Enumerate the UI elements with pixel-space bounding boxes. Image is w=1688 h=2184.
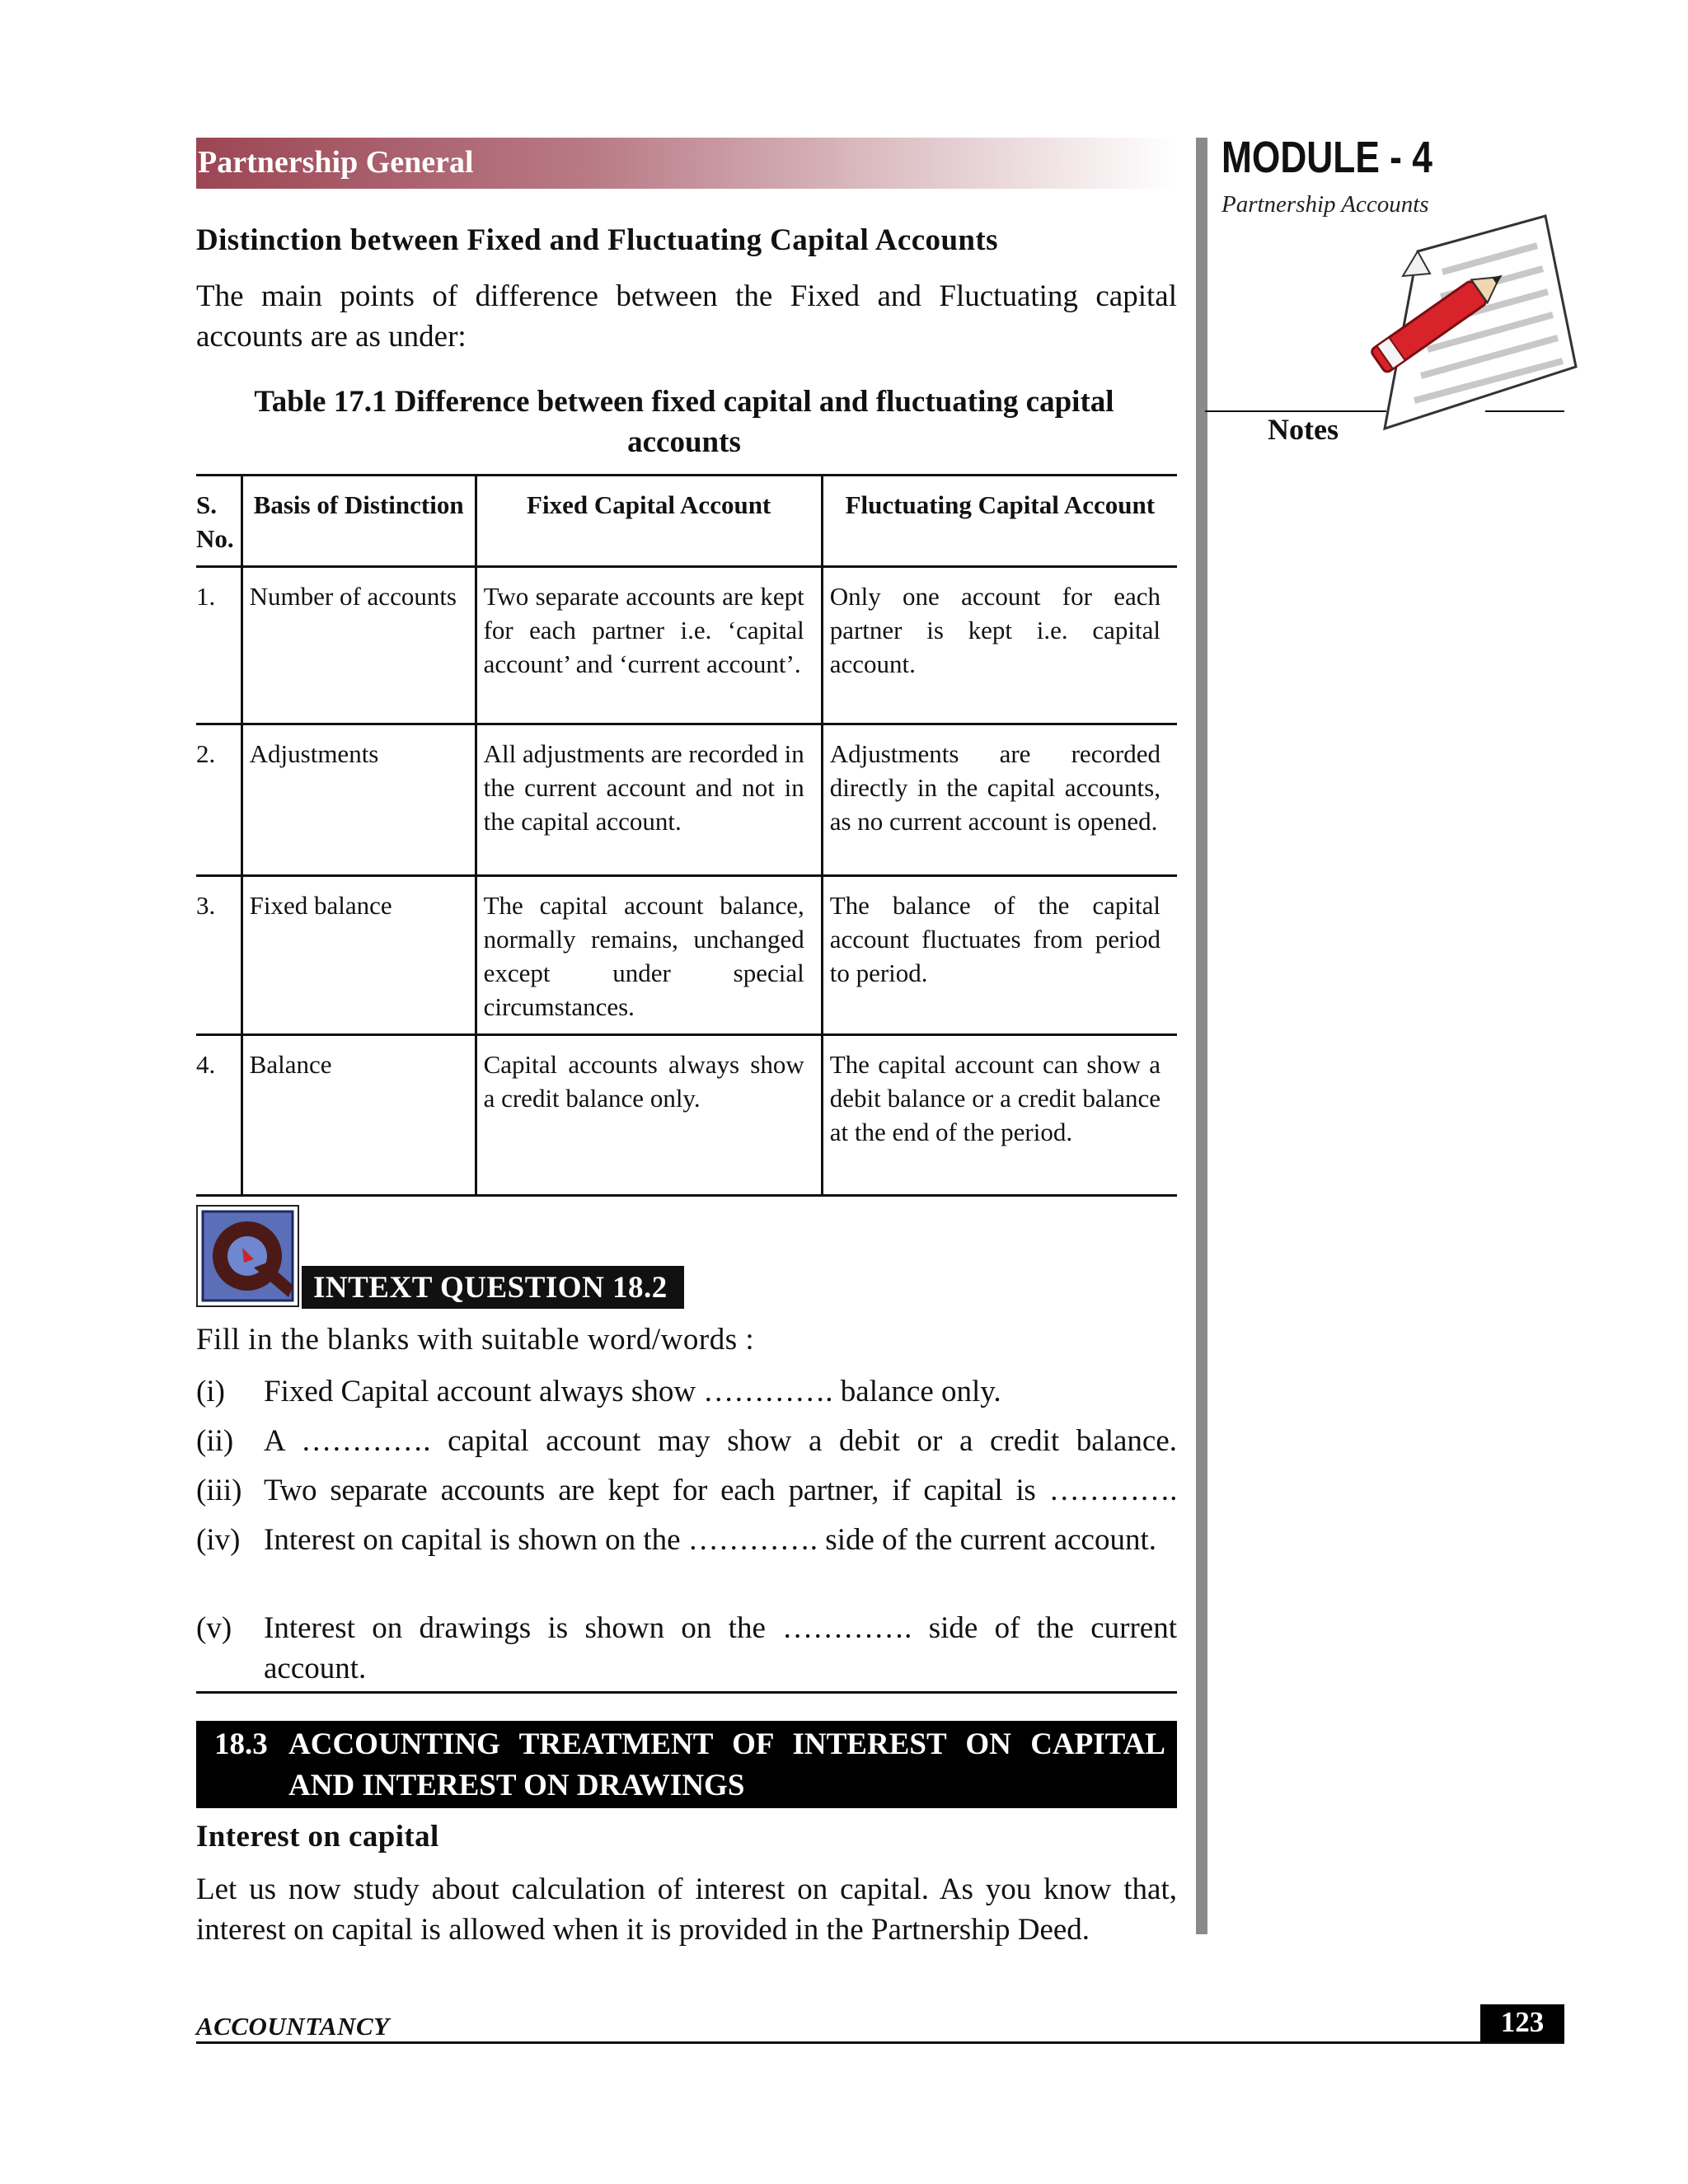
interest-paragraph: Let us now study about calculation of interest on capital. As you know that, interest on capital is allowed when it is provided in the Partnership Deed. [196,1872,1177,1947]
row-number: 1. [196,582,216,611]
section-heading-bar [196,1721,1177,1808]
row-basis: Adjustments [241,724,476,876]
row-fluctuating: Adjustments are recorded directly in the capital accounts, as no current account is opened. [822,724,1177,876]
question-number: (iii) [196,1474,242,1507]
row-fixed: The capital account balance, normally remains, unchanged except under special circumstances. [476,876,822,1035]
row-basis: Balance [241,1035,476,1196]
row-fixed: Two separate accounts are kept for each partner i.e. ‘capital account’ and ‘current account’. [476,567,822,724]
footer-rule [196,2041,1564,2044]
question-item [196,1520,1177,1602]
question-end-rule [196,1691,1177,1694]
chapter-header-band [196,138,1177,189]
question-item [196,1608,1177,1690]
section-title: ACCOUNTING TREATMENT OF INTEREST ON CAPITAL AND INTEREST ON DRAWINGS [288,1727,1165,1802]
table-row [196,876,1177,1035]
row-fixed: Capital accounts always show a credit balance only. [476,1035,822,1196]
question-text: Interest on capital is shown on the …………. side of the current account. [264,1523,1156,1557]
margin-divider [1196,138,1207,1934]
question-text: Two separate accounts are kept for each partner, if capital is …………. [264,1474,1177,1507]
module-subtitle: Partnership Accounts [1221,191,1429,218]
module-title: MODULE - 4 [1221,133,1432,182]
intext-question-banner: INTEXT QUESTION 18.2 [302,1266,684,1309]
question-text: Interest on drawings is shown on the …………. side of the current account. [264,1611,1177,1685]
question-instruction: Fill in the blanks with suitable word/words : [196,1323,755,1357]
row-basis: Number of accounts [241,567,476,724]
question-number: (iv) [196,1523,241,1557]
question-item [196,1371,1177,1413]
section-heading: Distinction between Fixed and Fluctuating Capital Accounts [196,223,998,257]
table-row [196,724,1177,876]
question-number: (i) [196,1375,225,1408]
table-row [196,1035,1177,1196]
row-fluctuating: The capital account can show a debit balance or a credit balance at the end of the period. [822,1035,1177,1196]
footer-subject: ACCOUNTANCY [196,2012,390,2041]
difference-table [196,474,1177,1197]
table-caption: Table 17.1 Difference between fixed capital and fluctuating capital accounts [254,385,1114,459]
row-basis: Fixed balance [241,876,476,1035]
question-text: A …………. capital account may show a debit or a credit balance. [264,1424,1177,1458]
page-number: 123 [1480,2004,1564,2042]
question-item [196,1470,1177,1511]
header-basis: Basis of Distinction [241,476,476,567]
row-number: 3. [196,891,216,920]
question-number: (ii) [196,1424,234,1458]
row-number: 4. [196,1050,216,1079]
section-number: 18.3 [214,1727,268,1761]
header-sno: S. No. [196,490,234,553]
chapter-title: Partnership General [198,145,474,180]
header-fixed: Fixed Capital Account [476,476,822,567]
question-item [196,1421,1177,1462]
section-intro: The main points of difference between the Fixed and Fluctuating capital accounts are as under: [196,279,1177,354]
notes-label: Notes [1268,413,1339,446]
row-fixed: All adjustments are recorded in the current account and not in the capital account. [476,724,822,876]
row-fluctuating: The balance of the capital account fluctuates from period to period. [822,876,1177,1035]
notes-rule-right [1485,410,1564,412]
question-number: (v) [196,1611,232,1645]
table-header-row [196,476,1177,567]
row-fluctuating: Only one account for each partner is kept i.e. capital account. [822,567,1177,724]
subsection-heading: Interest on capital [196,1820,439,1854]
row-number: 2. [196,739,216,768]
header-fluctuating: Fluctuating Capital Account [822,476,1177,567]
table-row [196,567,1177,724]
question-icon [196,1205,299,1307]
question-text: Fixed Capital account always show …………. balance only. [264,1375,1001,1408]
